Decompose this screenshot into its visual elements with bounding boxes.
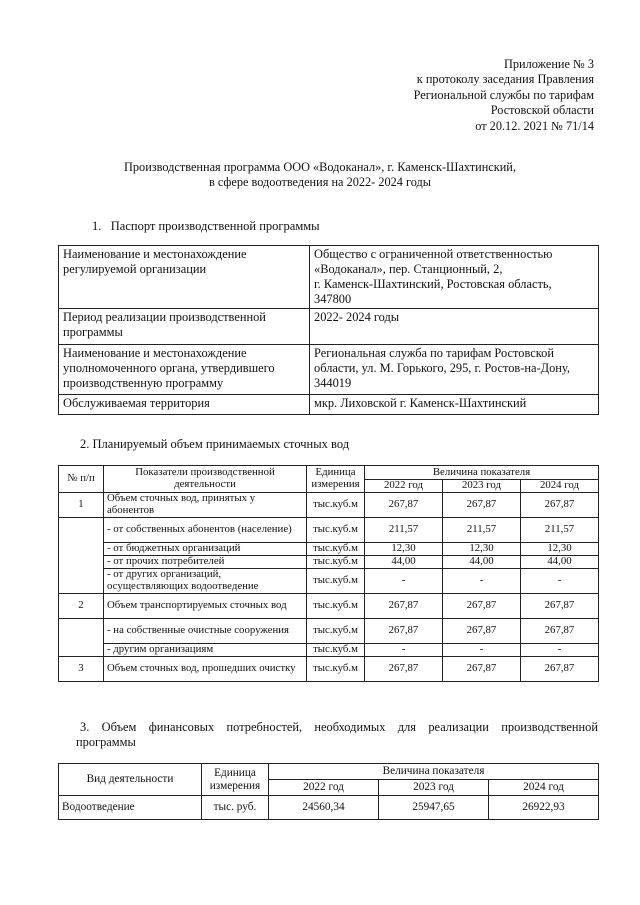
row-label: - на собственные очистные сооружения <box>104 619 307 644</box>
passport-value <box>310 246 599 309</box>
row-value: 267,87 <box>521 594 599 619</box>
row-label: Объем транспортируемых сточных вод <box>104 594 307 619</box>
table-row <box>59 594 599 619</box>
value-line: мкр. Лиховской г. Каменск-Шахтинский <box>314 396 527 410</box>
row-unit: тыс.куб.м <box>307 657 365 682</box>
appendix-header <box>414 57 594 134</box>
value-line: 2022- 2024 годы <box>314 310 400 324</box>
row-value: 267,87 <box>365 493 443 518</box>
section-3-heading <box>76 720 598 750</box>
row-value: 211,57 <box>365 518 443 543</box>
row-value: 12,30 <box>365 543 443 556</box>
row-num: 1 <box>59 493 104 518</box>
row-value: 44,00 <box>365 556 443 569</box>
header-line: Приложение № 3 <box>503 57 594 71</box>
row-unit: тыс.куб.м <box>307 556 365 569</box>
table-row <box>59 345 599 395</box>
value-line: г. Каменск-Шахтинский, Ростовская область, <box>314 277 552 291</box>
table-row <box>59 619 599 644</box>
passport-value <box>310 345 599 395</box>
col-header-year: 2023 год <box>443 480 521 493</box>
row-label: - от прочих потребителей <box>104 556 307 569</box>
row-value: - <box>521 644 599 657</box>
col-header-year: 2024 год <box>521 480 599 493</box>
row-num: 3 <box>59 657 104 682</box>
table-row <box>59 657 599 682</box>
row-label: Объем сточных вод, принятых у абонентов <box>104 493 307 518</box>
row-value: 267,87 <box>521 493 599 518</box>
col-header-year: 2023 год <box>379 780 489 796</box>
row-value: 267,87 <box>365 594 443 619</box>
passport-value <box>310 395 599 415</box>
col-header-value: Величина показателя <box>365 466 599 480</box>
passport-table <box>58 245 599 415</box>
col-header-activity: Вид деятельности <box>59 764 202 796</box>
passport-value <box>310 309 599 345</box>
row-value: 12,30 <box>521 543 599 556</box>
volume-table <box>58 465 599 682</box>
col-header-num: № п/п <box>59 466 104 493</box>
row-value: 267,87 <box>365 657 443 682</box>
row-value: - <box>365 569 443 594</box>
col-header-year: 2022 год <box>365 480 443 493</box>
title-line-2: в сфере водоотведения на 2022- 2024 годы <box>208 175 432 190</box>
row-value: 211,57 <box>443 518 521 543</box>
row-value: 267,87 <box>443 619 521 644</box>
table-row <box>59 569 599 594</box>
passport-label: Наименование и местонахождение регулируемой организации <box>59 246 310 309</box>
section-1-number: 1. <box>92 219 102 233</box>
row-label: - другим организациям <box>104 644 307 657</box>
passport-label: Наименование и местонахождение уполномоченного органа, утвердившего производственную программу <box>59 345 310 395</box>
header-line: от 20.12. 2021 № 71/14 <box>475 118 594 133</box>
table-row <box>59 556 599 569</box>
col-header-unit: Единица измерения <box>307 466 365 493</box>
row-label: - от бюджетных организаций <box>104 543 307 556</box>
table-row <box>59 395 599 415</box>
table-header-row <box>59 764 599 780</box>
row-value: - <box>443 644 521 657</box>
col-header-year: 2024 год <box>489 780 599 796</box>
section-3-line-1: 3. Объем финансовых потребностей, необходимых для реализации производственной <box>80 720 598 734</box>
finance-table <box>58 763 599 820</box>
row-value: 267,87 <box>443 594 521 619</box>
value-line: области, ул. М. Горького, 295, г. Ростов-на-Дону, <box>314 361 570 375</box>
row-label: Объем сточных вод, прошедших очистку <box>104 657 307 682</box>
row-value: 267,87 <box>521 619 599 644</box>
row-unit: тыс.куб.м <box>307 569 365 594</box>
document-title <box>0 160 640 191</box>
row-value: - <box>521 569 599 594</box>
col-header-indicator: Показатели производственной деятельности <box>104 466 307 493</box>
table-header-row <box>59 466 599 480</box>
col-header-unit: Единица измерения <box>202 764 269 796</box>
row-unit: тыс. руб. <box>202 796 269 820</box>
row-num <box>59 619 104 657</box>
value-line: 347800 <box>314 292 352 306</box>
header-line: к протоколу заседания Правления <box>416 72 594 87</box>
row-value: 12,30 <box>443 543 521 556</box>
title-line-1: Производственная программа ООО «Водоканал», г. Каменск-Шахтинский, <box>124 160 516 174</box>
row-num: 2 <box>59 594 104 619</box>
row-value: 267,87 <box>443 657 521 682</box>
row-value: 44,00 <box>521 556 599 569</box>
value-line: Общество с ограниченной ответственностью <box>314 247 553 261</box>
section-1-heading <box>92 219 320 234</box>
row-unit: тыс.куб.м <box>307 594 365 619</box>
table-row <box>59 518 599 543</box>
section-2-heading: 2. Планируемый объем принимаемых сточных вод <box>80 437 350 451</box>
value-line: Региональная служба по тарифам Ростовской <box>314 346 554 360</box>
row-value: 267,87 <box>365 619 443 644</box>
header-line: Ростовской области <box>490 103 594 118</box>
row-value: 24560,34 <box>269 796 379 820</box>
table-row <box>59 796 599 820</box>
row-value: 267,87 <box>443 493 521 518</box>
table-row <box>59 644 599 657</box>
section-1-title: Паспорт производственной программы <box>110 219 320 233</box>
row-value: - <box>365 644 443 657</box>
row-num <box>59 518 104 594</box>
row-unit: тыс.куб.м <box>307 518 365 543</box>
table-row <box>59 543 599 556</box>
passport-label: Обслуживаемая территория <box>59 395 310 415</box>
row-unit: тыс.куб.м <box>307 644 365 657</box>
table-row <box>59 493 599 518</box>
passport-label: Период реализации производственной программы <box>59 309 310 345</box>
header-line: Региональной службы по тарифам <box>413 87 594 102</box>
row-value: - <box>443 569 521 594</box>
col-header-value: Величина показателя <box>269 764 599 780</box>
section-3-line-2: программы <box>76 735 136 749</box>
row-value: 26922,93 <box>489 796 599 820</box>
col-header-year: 2022 год <box>269 780 379 796</box>
row-unit: тыс.куб.м <box>307 619 365 644</box>
value-line: 344019 <box>314 376 352 390</box>
row-value: 211,57 <box>521 518 599 543</box>
row-activity: Водоотведение <box>59 796 202 820</box>
row-value: 25947,65 <box>379 796 489 820</box>
table-row <box>59 246 599 309</box>
row-unit: тыс.куб.м <box>307 493 365 518</box>
row-label: - от других организаций, осуществляющих водоотведение <box>104 569 307 594</box>
row-value: 44,00 <box>443 556 521 569</box>
row-label: - от собственных абонентов (население) <box>104 518 307 543</box>
table-row <box>59 309 599 345</box>
row-value: 267,87 <box>521 657 599 682</box>
value-line: «Водоканал», пер. Станционный, 2, <box>314 262 503 276</box>
row-unit: тыс.куб.м <box>307 543 365 556</box>
